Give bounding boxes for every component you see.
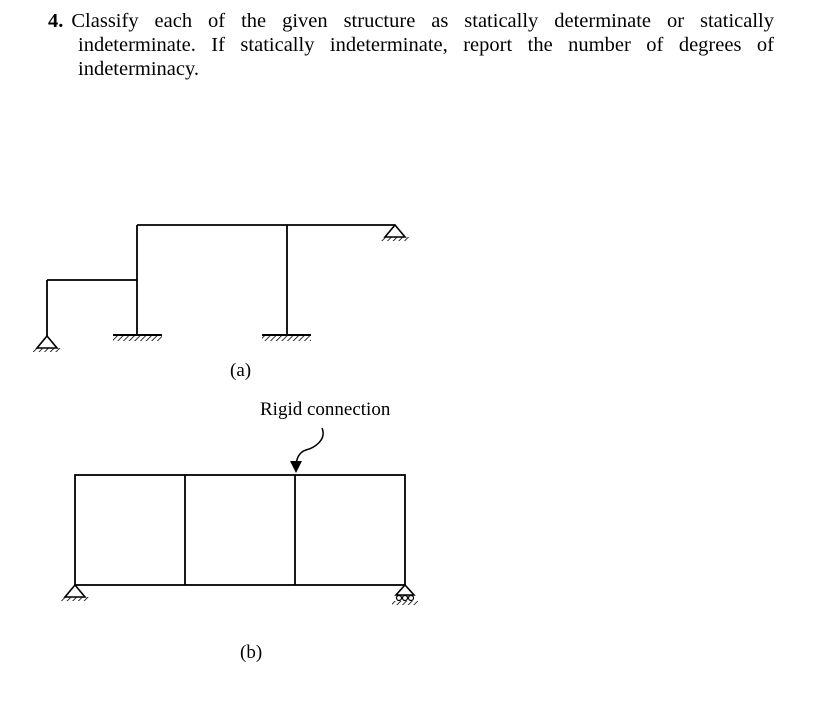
question-line-1-text: Classify each of the given structure as statically determinate or statically: [71, 10, 774, 32]
fixed-support-a-right: [262, 335, 311, 341]
question-number: 4.: [48, 10, 64, 32]
frame-b: [75, 475, 405, 585]
fixed-support-a-left: [113, 335, 162, 341]
pin-support-b-left: [61, 585, 89, 601]
question-line-2: indeterminate. If statically indeterminate, report the number of degrees of: [78, 34, 774, 56]
caption-b: (b): [240, 642, 263, 663]
frame-b-outline: [75, 475, 405, 585]
pin-support-a-left: [33, 336, 61, 352]
caption-a: (a): [230, 360, 252, 381]
pin-support-a-right: [381, 225, 409, 241]
frame-a: [47, 225, 395, 336]
question-line-3: indeterminacy.: [78, 58, 200, 80]
roller-support-b-right: [392, 585, 418, 605]
rigid-connection-arrow: [296, 428, 323, 467]
rigid-connection-label: Rigid connection: [260, 399, 391, 420]
